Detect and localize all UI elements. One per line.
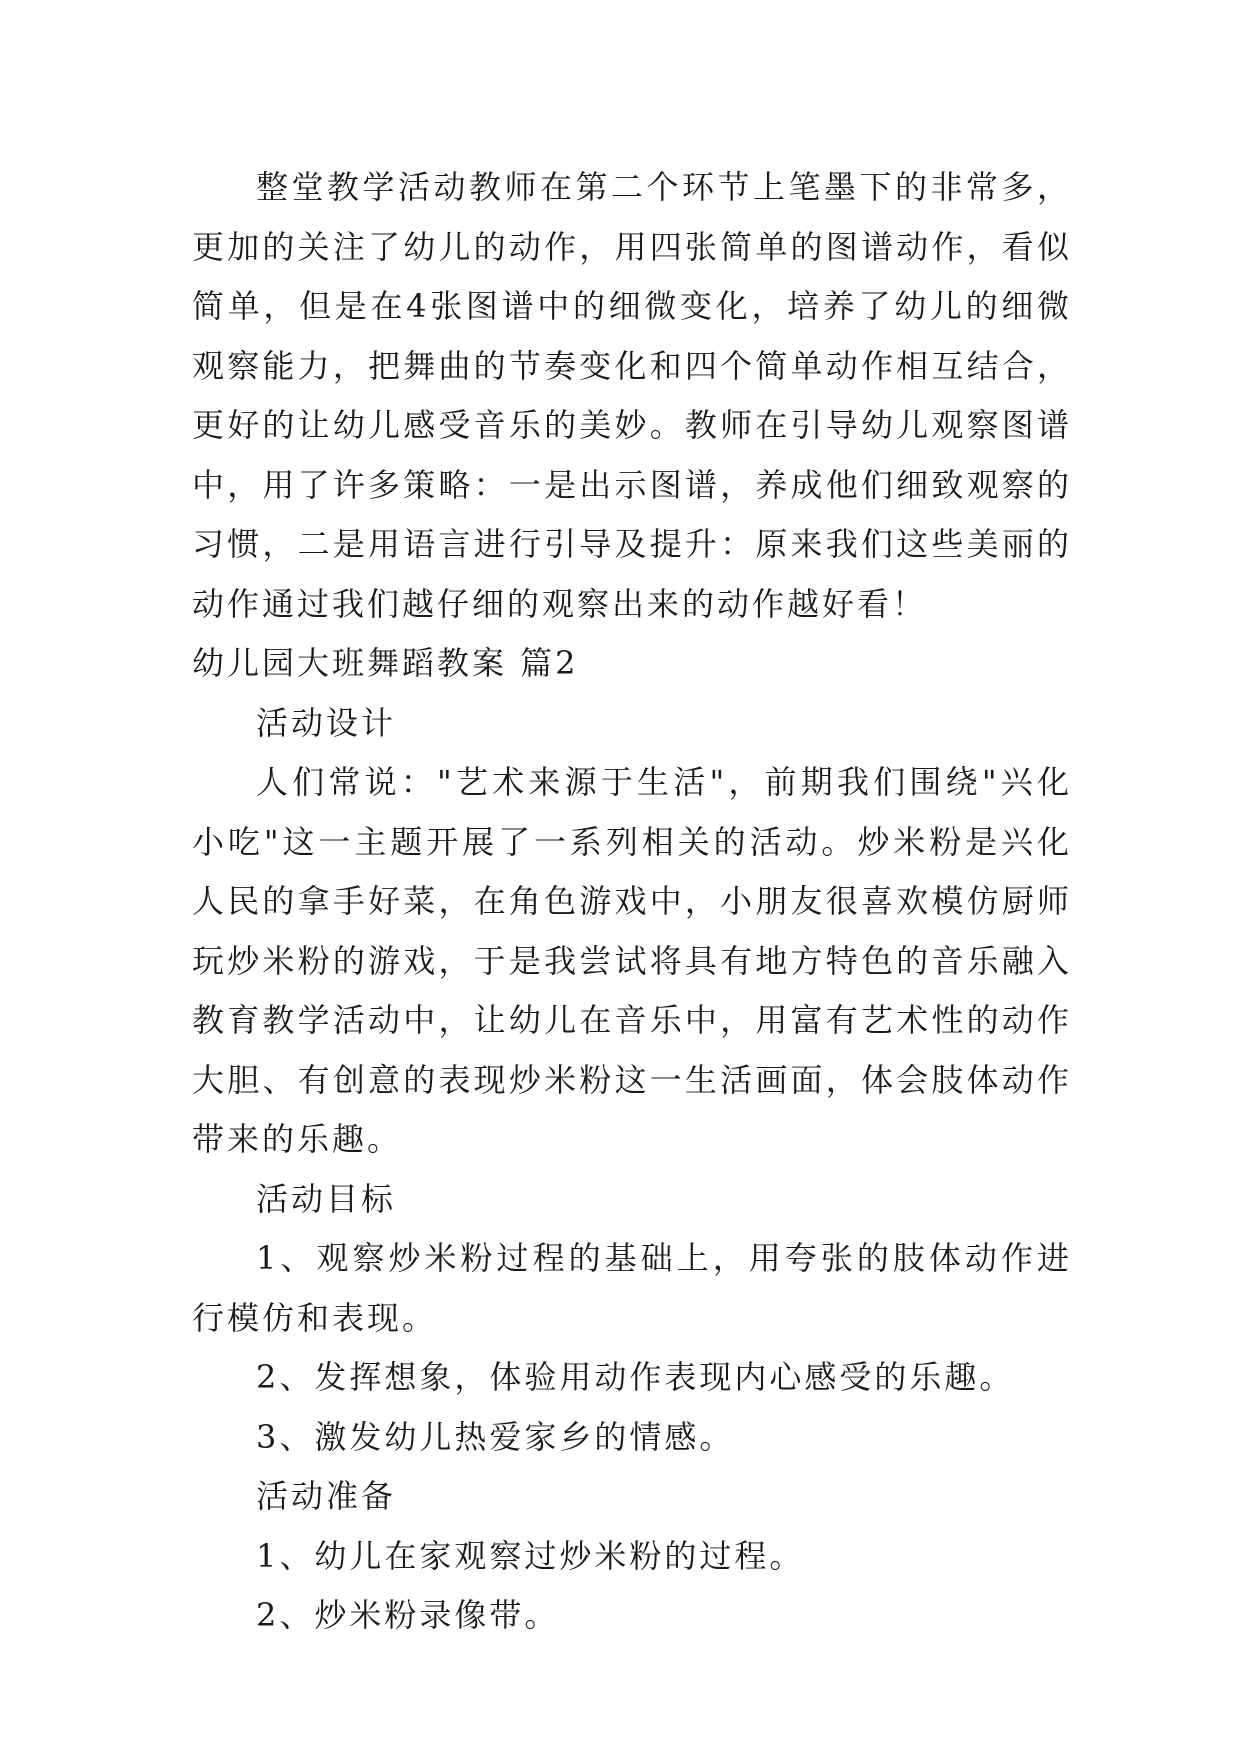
- subheading-design: 活动设计: [256, 703, 397, 742]
- goal-item: 1、观察炒米粉过程的基础上，用夸张的肢体动作进行模仿和表现。: [192, 1239, 1072, 1337]
- goal-item: 3、激发幼儿热爱家乡的情感。: [256, 1417, 735, 1456]
- document-body: [192, 158, 1072, 1646]
- design-paragraph: 人们常说："艺术来源于生活"，前期我们围绕"兴化小吃"这一主题开展了一系列相关的活动。炒米粉是兴化人民的拿手好菜，在角色游戏中，小朋友很喜欢模仿厨师玩炒米粉的游戏，于是我尝试将具有地方特色的音乐融入教育教学活动中，让幼儿在音乐中，用富有艺术性的动作大胆、有创意的表现炒米粉这一生活画面，体会肢体动作带来的乐趣。: [192, 763, 1072, 1158]
- subheading-preparation: 活动准备: [256, 1477, 397, 1515]
- section-title: 幼儿园大班舞蹈教案 篇2: [192, 644, 579, 682]
- body-paragraph: 整堂教学活动教师在第二个环节上笔墨下的非常多，更加的关注了幼儿的动作，用四张简单的图谱动作，看似简单，但是在4张图谱中的细微变化，培养了幼儿的细微观察能力，把舞曲的节奏变化和四个简单动作相互结合，更好的让幼儿感受音乐的美妙。教师在引导幼儿观察图谱中，用了许多策略：一是出示图谱，养成他们细致观察的习惯，二是用语言进行引导及提升：原来我们这些美丽的动作通过我们越仔细的观察出来的动作越好看！: [192, 168, 1072, 623]
- prep-item: 1、幼儿在家观察过炒米粉的过程。: [256, 1536, 805, 1575]
- goal-item: 2、发挥想象，体验用动作表现内心感受的乐趣。: [256, 1358, 1015, 1396]
- prep-item: 2、炒米粉录像带。: [256, 1596, 560, 1634]
- subheading-goals: 活动目标: [256, 1179, 397, 1218]
